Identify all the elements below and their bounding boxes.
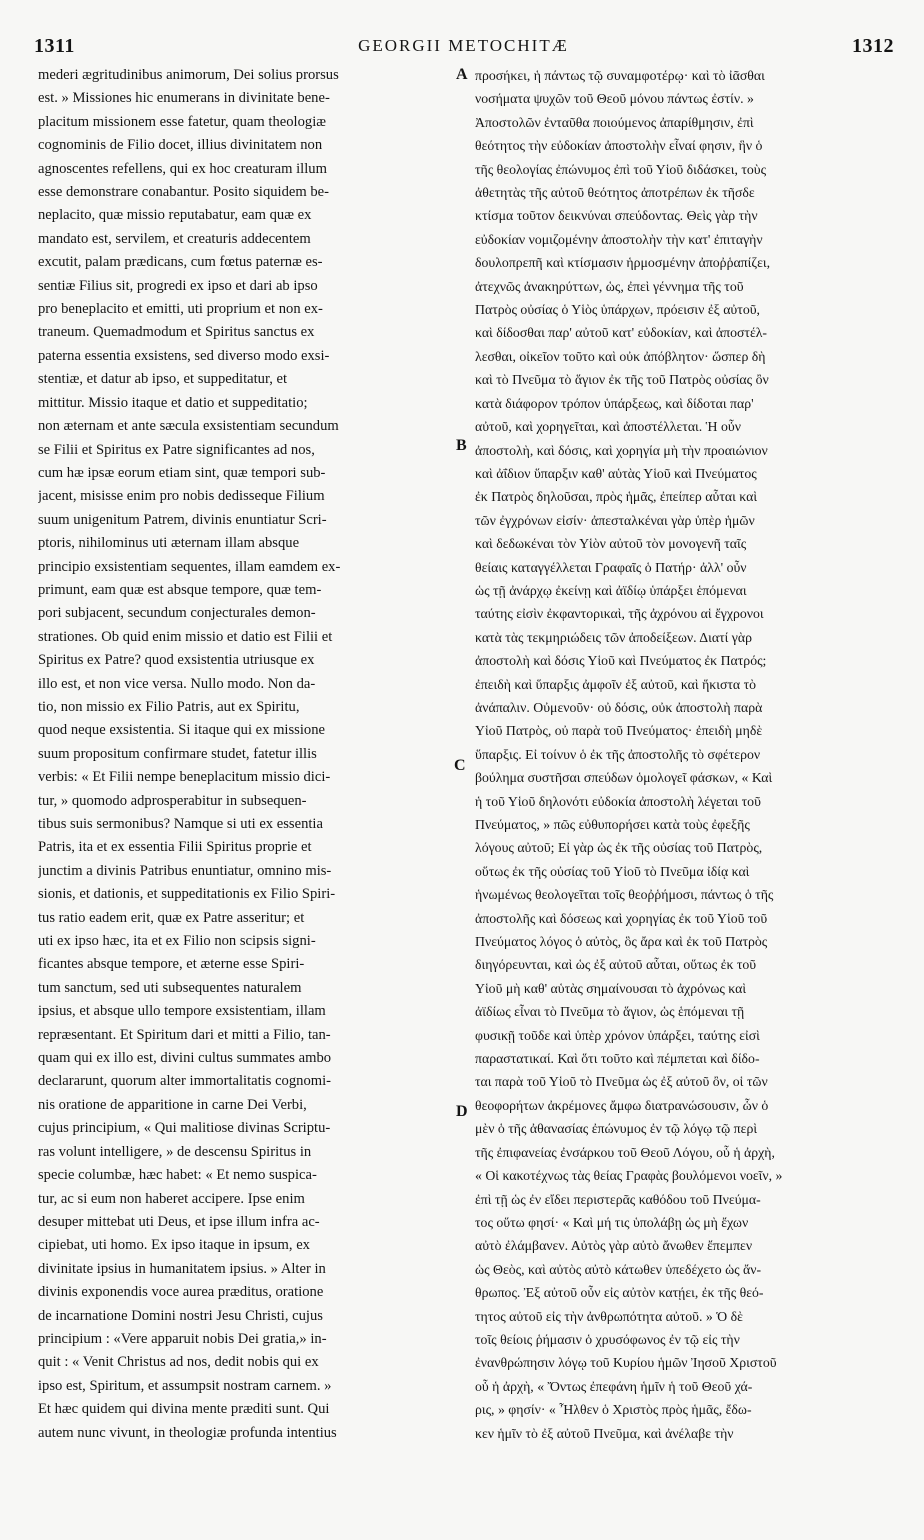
page-number-right: 1312	[851, 34, 894, 57]
page-number-left: 1311	[34, 34, 75, 57]
running-title: GEORGII METOCHITÆ	[358, 36, 569, 55]
margin-mark-c: C	[454, 757, 466, 774]
page-header	[34, 33, 894, 59]
margin-mark-d: D	[456, 1103, 468, 1120]
margin-mark-b: B	[456, 437, 467, 454]
margin-mark-a: A	[456, 66, 468, 83]
greek-column: προσήκει, ἡ πάντως τῷ συναμφοτέρῳ· καὶ τὸ ἰᾶσθαι νοσήματα ψυχῶν τοῦ Θεοῦ μόνου πάντως ἐστίν. » Ἀποστολῶν ἐνταῦθα ποιούμενος ἀπαρίθμησιν, ἐπὶ θεότητος τὴν εὐδοκίαν ἀποστολὴν εἶναί φησιν, ἣν ὁ τῆς θεολογίας ἐπώνυμος ἐπὶ τοῦ Υἱοῦ διδάσκει, τοὺς ἀθετητὰς τῆς αὐτοῦ θεότητος ἀποτρέπων ἐκ τῆσδε κτίσμα τοῦτον δεικνύναι σπεύδοντας. Θεὶς γὰρ τὴν εὐδοκίαν νομιζομένην ἀποστολὴν τὴν κατ' ἐπιταγὴν δουλοπρεπῆ καὶ κτίσμασιν ἡρμοσμένην ἀποῤῥαπίζει, ἀτεχνῶς ἀνακηρύττων, ὡς, ἐπεὶ γέννημα τῆς τοῦ Πατρὸς οὐσίας ὁ Υἱὸς ὑπάρχων, πρόεισιν ἐξ αὐτοῦ, καὶ δίδοσθαι παρ' αὐτοῦ κατ' εὐδοκίαν, καὶ ἀποστέλ- λεσθαι, οἰκεῖον τοῦτο καὶ οὐκ ἀπόβλητον· ὥσπερ δὴ καὶ τὸ Πνεῦμα τὸ ἅγιον ἐκ τῆς τοῦ Πατρὸς οὐσίας ὂν κατὰ διάφορον τρόπον ὑπάρξεως, καὶ δίδοται παρ' αὐτοῦ, καὶ χορηγεῖται, καὶ ἀποστέλλεται. Ἡ οὖν ἀποστολὴ, καὶ δόσις, καὶ χορηγία μὴ τὴν προαιώνιον καὶ ἀΐδιον ὕπαρξιν καθ' αὑτὰς Υἱοῦ καὶ Πνεύματος ἐκ Πατρὸς δηλοῦσαι, πρὸς ἡμᾶς, ἐπείπερ αὗται καὶ τῶν ἐγχρόνων εἰσίν· ἀπεσταλκέναι γὰρ ὑπὲρ ἡμῶν καὶ δεδωκέναι τὸν Υἱὸν αὐτοῦ τὸν μονογενῆ ταῖς θείαις καταγγέλλεται Γραφαῖς ὁ Πατήρ· ἀλλ' οὖν ὡς τῇ ἀνάρχῳ ἐκείνῃ καὶ ἀϊδίῳ ὑπάρξει ἑπόμεναι ταύτης εἰσὶν ἐκφαντορικαὶ, τῆς ἀχρόνου αἱ ἔγχρονοι κατὰ τὰς τεκμηριώδεις τῶν ἀποδείξεων. Διατί γὰρ ἀποστολὴ καὶ δόσις Υἱοῦ καὶ Πνεύματος ἐκ Πατρός; ἐπειδὴ καὶ ὕπαρξις ἀμφοῖν ἐξ αὐτοῦ, καὶ ἥκιστα τὸ ἀνάπαλιν. Οὐμενοῦν· οὐ δόσις, οὐκ ἀποστολὴ παρὰ Υἱοῦ Πατρὸς, οὐ παρὰ τοῦ Πνεύματος· ἐπειδὴ μηδὲ ὕπαρξις. Εἰ τοίνυν ὁ ἐκ τῆς ἀποστολῆς τὸ σφέτερον βούλημα συστῆσαι σπεύδων ὁμολογεῖ φάσκων, « Καὶ ἡ τοῦ Υἱοῦ δηλονότι εὐδοκία ἀποστολὴ λέγεται τοῦ Πνεύματος, » πῶς εὐθυπορήσει κατὰ τοὺς ἐφεξῆς λόγους αὐτοῦ; Εἰ γὰρ ὡς ἐκ τῆς οὐσίας τοῦ Πατρὸς, οὕτως ἐκ τῆς οὐσίας τοῦ Υἱοῦ τὸ Πνεῦμα ἰδίᾳ καὶ ἡνωμένως θεολογεῖται τοῖς θεοῤῥήμοσι, πάντως ὁ τῆς ἀποστολῆς καὶ δόσεως καὶ χορηγίας ἐκ τοῦ Υἱοῦ τοῦ Πνεύματος λόγος ὁ αὐτὸς, ὃς ἄρα καὶ ἐκ τοῦ Πατρὸς διηγόρευνται, καὶ ὡς ἐξ αὐτοῦ αὗται, οὕτως ἐκ τοῦ Υἱοῦ μὴ καθ' αὑτὰς σημαίνουσαι τὸ ἀχρόνως καὶ ἀϊδίως εἶναι τὸ Πνεῦμα τὸ ἅγιον, ὡς ἑπόμεναι τῇ φυσικῇ τοῦδε καὶ ὑπὲρ χρόνον ὑπάρξει, ταύτης εἰσὶ παραστατικαί. Καὶ ὅτι τοῦτο καὶ πέμπεται καὶ δίδο- ται παρὰ τοῦ Υἱοῦ τὸ Πνεῦμα ὡς ἐξ αὐτοῦ ὂν, οἱ τῶν θεοφορήτων ἀκρέμονες ἄμφω διατρανώσουσιν, ὧν ὁ μὲν ὁ τῆς ἀθανασίας ἐπώνυμος ἐν τῷ λόγῳ τῷ περὶ τῆς ἐπιφανείας ἐνσάρκου τοῦ Θεοῦ Λόγου, οὗ ἡ ἀρχὴ, « Οἱ κακοτέχνως τὰς θείας Γραφὰς βουλόμενοι νοεῖν, » ἐπὶ τῇ ὡς ἐν εἴδει περιστερᾶς καθόδου τοῦ Πνεύμα- τος οὕτω φησί· « Καὶ μή τις ὑπολάβῃ ὡς μὴ ἔχων αὐτὸ ἐλάμβανεν. Αὐτὸς γὰρ αὐτὸ ἄνωθεν ἔπεμπεν ὡς Θεὸς, καὶ αὐτὸς αὐτὸ κάτωθεν ὑπεδέχετο ὡς ἄν- θρωπος. Ἐξ αὐτοῦ οὖν εἰς αὐτὸν κατῄει, ἐκ τῆς θεό- τητος αὐτοῦ εἰς τὴν ἀνθρωπότητα αὐτοῦ. » Ὁ δὲ τοῖς θείοις ῥήμασιν ὁ χρυσόφωνος ἐν τῷ εἰς τὴν ἐνανθρώπησιν λόγῳ τοῦ Κυρίου ἡμῶν Ἰησοῦ Χριστοῦ οὗ ἡ ἀρχὴ, « Ὄντως ἐπεφάνη ἡμῖν ἡ τοῦ Θεοῦ χά- ρις, » φησίν· « Ἦλθεν ὁ Χριστὸς πρὸς ἡμᾶς, ἔδω- κεν ἡμῖν τὸ ἐξ αὐτοῦ Πνεῦμα, καὶ ἀνέλαβε τὴν	[475, 68, 783, 1441]
latin-column: mederi ægritudinibus animorum, Dei solius prorsus est. » Missiones hic enumerans in divinitate bene- placitum missionem esse fatetur, quam theologiæ cognominis de Filio docet, illius divinitatem non agnoscentes refellens, qui ex hoc creaturam illum esse demonstrare conabantur. Posito siquidem be- neplacito, quæ missio reputabatur, eam quæ ex mandato est, servilem, et creaturis addecentem excutit, palam prædicans, cum fœtus paternæ es- sentiæ Filius sit, progredi ex ipso et dari ab ipso pro beneplacito et emitti, uti proprium et non ex- traneum. Quemadmodum et Spiritus sanctus ex paterna essentia exsistens, sed diverso modo exsi- stentiæ, et datur ab ipso, et suppeditatur, et mittitur. Missio itaque et datio et suppeditatio; non æternam et ante sæcula exsistentiam secundum se Filii et Spiritus ex Patre significantes ad nos, cum hæ ipsæ eorum etiam sint, quæ tempori sub- jacent, misisse enim pro nobis dedisseque Filium suum unigenitum Patrem, divinis enuntiatur Scri- ptoris, nihilominus uti æternam illam absque principio exsistentiam sequentes, illam eamdem ex- primunt, eam quæ est absque tempore, quæ tem- pori subjacent, secundum conjecturales demon- strationes. Ob quid enim missio et datio est Filii et Spiritus ex Patre? quod exsistentia utriusque ex illo est, et non vice versa. Nullo modo. Non da- tio, non missio ex Filio Patris, aut ex Spiritu, quod neque exsistentia. Si itaque qui ex missione suum propositum confirmare studet, fatetur illis verbis: « Et Filii nempe beneplacitum missio dici- tur, » quomodo adprosperabitur in subsequen- tibus suis sermonibus? Namque si uti ex essentia Patris, ita et ex essentia Filii Spiritus proprie et junctim a divinis Patribus enuntiatur, omnino mis- sionis, et dationis, et suppeditationis ex Filio Spiri- tus ratio eadem erit, quæ ex Patre asseritur; et uti ex ipso hæc, ita et ex Filio non scipsis signi- ficantes absque tempore, et æterne esse Spiri- tum sanctum, sed uti subsequentes naturalem ipsius, et absque ullo tempore exsistentiam, illam repræsentant. Et Spiritum dari et mitti a Filio, tan- quam qui ex illo est, divini cultus summates ambo declararunt, quorum alter immortalitatis cognomi- nis oratione de apparitione in carne Dei Verbi, cujus principium, « Qui malitiose divinas Scriptu- ras volunt intelligere, » de descensu Spiritus in specie columbæ, hæc habet: « Et nemo suspica- tur, ac si eum non haberet accipere. Ipse enim desuper mittebat uti Deus, et ipse illum infra ac- cipiebat, uti homo. Ex ipso itaque in ipsum, ex divinitate ipsius in humanitatem ipsius. » Alter in divinis exponendis voce aurea præditus, oratione de incarnatione Domini nostri Jesu Christi, cujus principium : «Vere apparuit nobis Dei gratia,» in- quit : « Venit Christus ad nos, dedit nobis qui ex ipso est, Spiritum, et assumpsit nostram carnem. » Et hæc quidem qui divina mente præditi sunt. Qui autem nunc vivunt, in theologiæ profunda intentius	[38, 67, 341, 1441]
